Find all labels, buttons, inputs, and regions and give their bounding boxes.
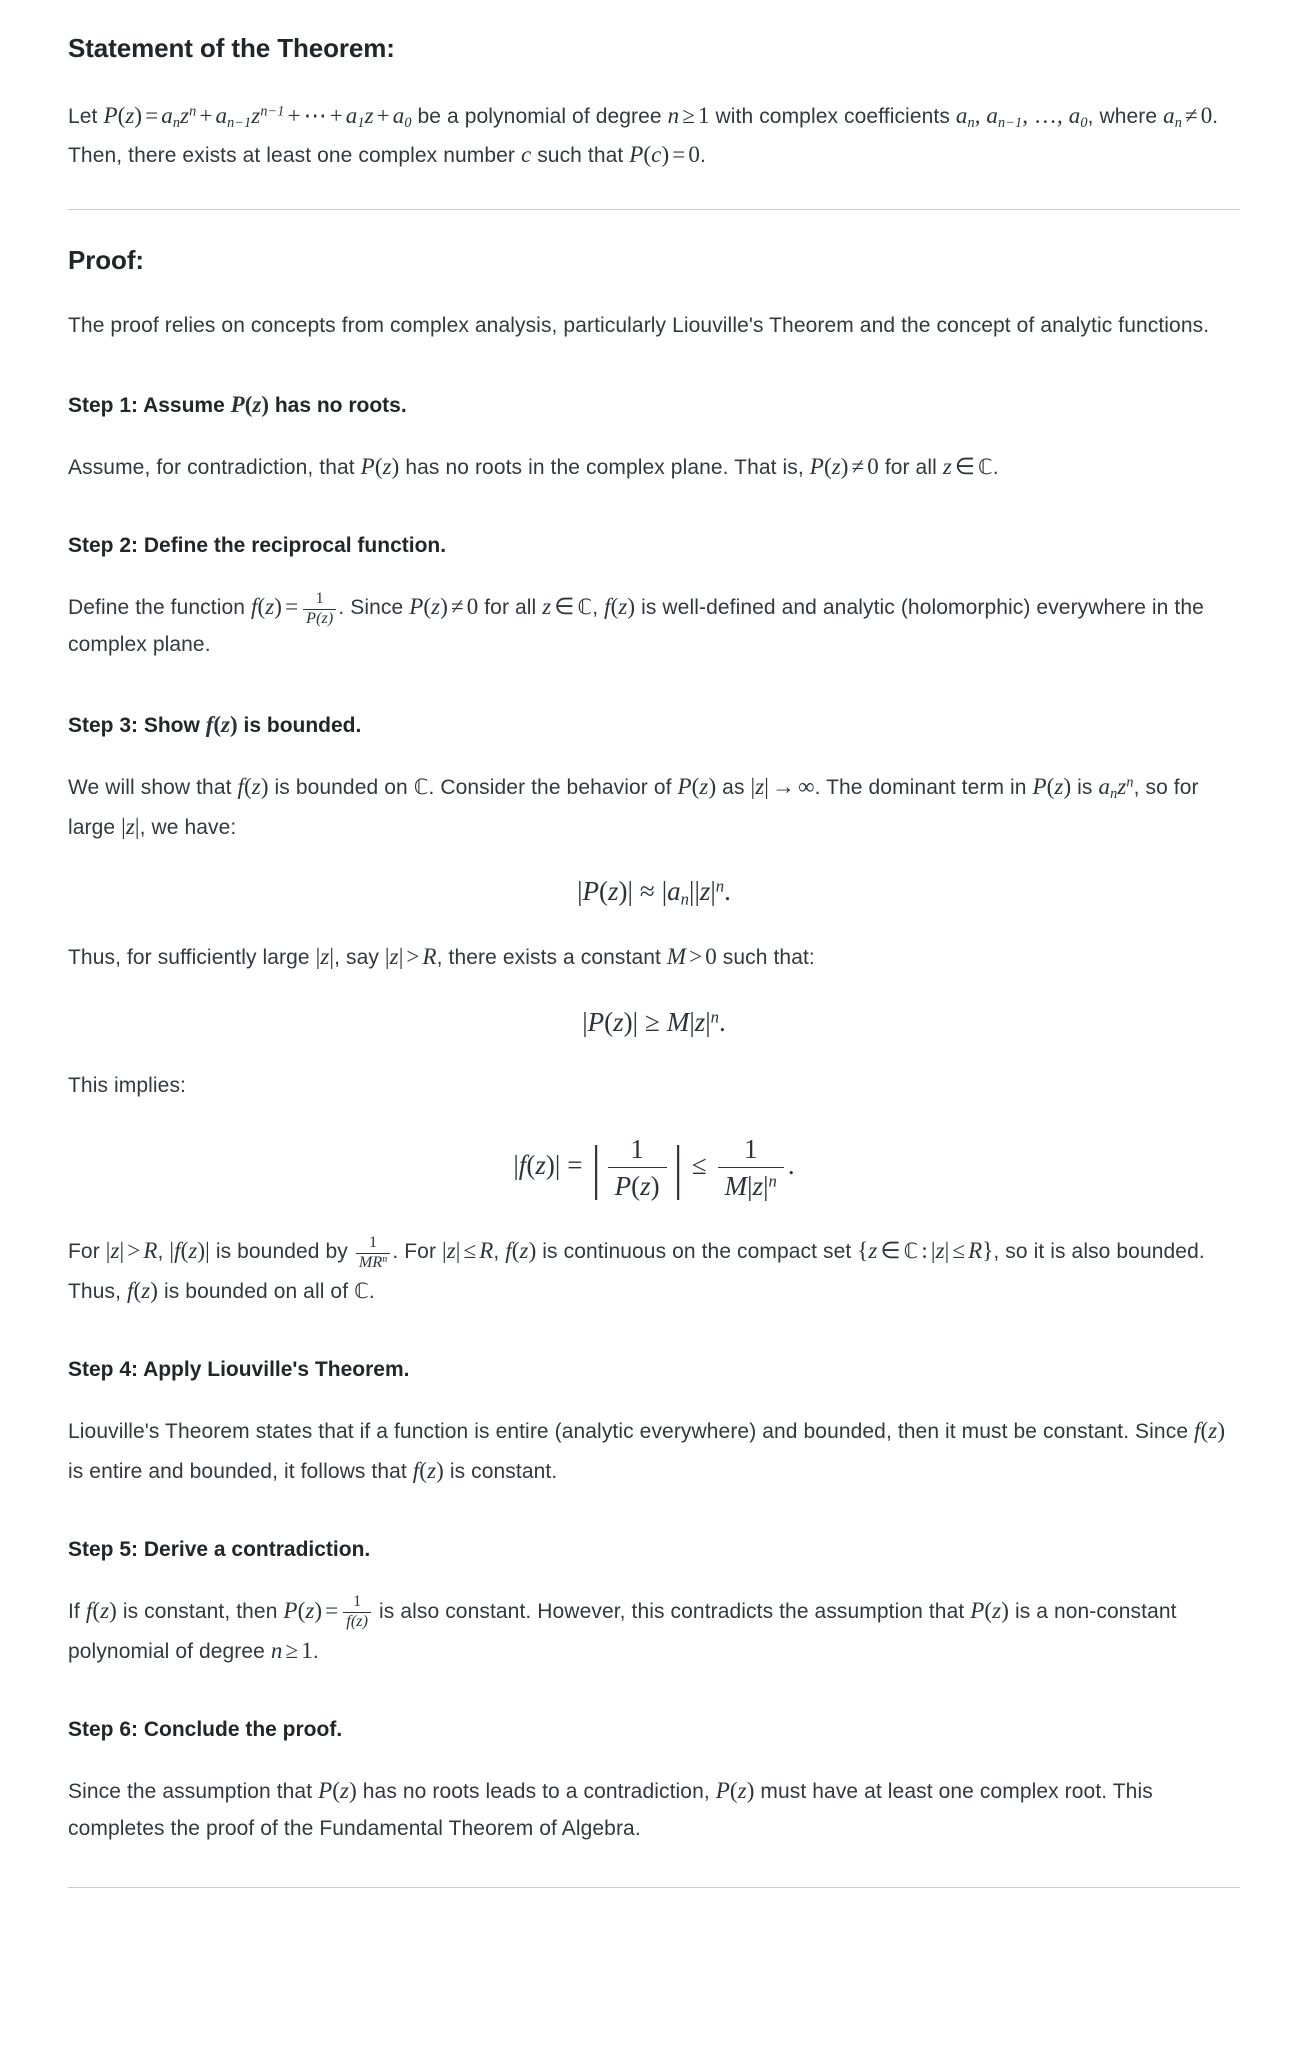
math-fz: f(z)	[412, 1458, 444, 1484]
step-6-paragraph: Since the assumption that P(z) has no roots leads to a contradiction, P(z) must have at least one complex root. This completes the proof of the Fundamental Theorem of Algebra.	[68, 1778, 1153, 1840]
math-Pz: P(z)	[230, 391, 269, 417]
statement-text-1: be a polynomial of degree	[417, 104, 662, 128]
math-Pc-zero: P(c) = 0	[629, 142, 700, 168]
math-absz-leq-R: |z| ≤ R	[442, 1238, 494, 1264]
math-n-geq-one: n ≥ 1	[270, 1638, 313, 1664]
proof-intro-paragraph: The proof relies on concepts from complex analysis, particularly Liouville's Theorem and the concept of analytic functions.	[68, 313, 1210, 337]
math-fz: f(z)	[205, 711, 238, 737]
math-Pz: P(z)	[360, 454, 400, 480]
step-5-heading: Step 5: Derive a contradiction.	[68, 1537, 371, 1561]
step-5-paragraph: If f(z) is constant, then P(z) = $\frac{1}{f(z)}$ is also constant. However, this contradicts the assumption that P(z) is a non-constant polynomial of degree n ≥ 1.	[68, 1593, 1177, 1664]
step-3-heading: Step 3: Show f(z) is bounded.	[68, 711, 362, 737]
divider-after-statement	[68, 209, 1240, 210]
left-big-bar: |	[592, 1133, 601, 1201]
math-fz: f(z)	[237, 774, 269, 800]
display-equation-2: $|P(z)| \ge M|z|^n$.	[582, 1006, 726, 1037]
step-3-paragraph-1: We will show that f(z) is bounded on ℂ. Consider the behavior of P(z) as |z| → ∞. The dominant term in P(z) is $a_nz^n$, so for large |z|, we have:	[68, 774, 1199, 839]
proof-heading: Proof:	[68, 244, 144, 275]
math-Pz: P(z)	[1032, 774, 1072, 800]
display-fraction-2: $\frac{1}{M|z|^n}$	[718, 1134, 784, 1201]
fraction-denominator: P(z)	[614, 1171, 660, 1201]
math-coefficient-list: $a_n$, $a_{n-1}$, …, $a_0$	[955, 102, 1088, 131]
math-Pz-neq-zero: P(z) ≠ 0	[409, 594, 479, 620]
math-an-nonzero: $a_n \ne 0$	[1163, 102, 1213, 131]
math-absz-gt-R: |z| > R	[384, 944, 437, 970]
math-z-in-C: z ∈ ℂ	[542, 594, 593, 620]
math-abs-z: |z|	[121, 813, 140, 839]
step-1-paragraph: Assume, for contradiction, that P(z) has no roots in the complex plane. That is, P(z) ≠ 0 for all z ∈ ℂ.	[68, 454, 999, 480]
math-Pz: P(z)	[318, 1778, 357, 1804]
math-degree-n: n ≥ 1	[667, 102, 710, 128]
step-2-paragraph: Define the function f(z) = $\frac{1}{P(z)}$ . Since P(z) ≠ 0 for all z ∈ ℂ, f(z) is well-defined and analytic (holomorphic) everywhere in the complex plane.	[68, 589, 1204, 657]
step-3-paragraph-4: For |z| > R, |f(z)| is bounded by $\frac{1}{MR^n}$ . For |z| ≤ R, f(z) is continuous on the compact set {z ∈ ℂ : |z| ≤ R}, so it is also bounded. Thus, f(z) is bounded on all of ℂ.	[68, 1233, 1205, 1304]
statement-text-4: . Then, there exists at least one complex number	[68, 104, 1219, 168]
math-C: ℂ	[413, 775, 429, 800]
math-fz: f(z)	[604, 594, 636, 620]
math-Pz: P(z)	[715, 1778, 755, 1804]
math-polynomial-definition: $P(z) = a_nz^n + a_{n-1}z^{n-1}$ + ⋯ + $a_1z + a_0$	[103, 102, 412, 131]
math-Pz: P(z)	[677, 774, 717, 800]
statement-comma: ,	[1087, 104, 1094, 128]
step-4-heading: Step 4: Apply Liouville's Theorem.	[68, 1358, 410, 1382]
step-3-paragraph-3: This implies:	[68, 1073, 186, 1097]
math-abs-z: |z|	[315, 944, 335, 970]
display-fraction-1: $\frac{1}{P(z)}$	[608, 1134, 667, 1201]
step-3-paragraph-2: Thus, for sufficiently large |z|, say |z| > R, there exists a constant M > 0 such that:	[68, 944, 815, 970]
statement-heading: Statement of the Theorem:	[68, 33, 395, 63]
divider-bottom	[68, 1887, 1240, 1888]
math-C: ℂ	[354, 1279, 369, 1304]
fraction-denominator: $MR^n$	[358, 1253, 388, 1271]
theorem-statement-paragraph	[68, 96, 1240, 175]
statement-text-5: such that	[537, 144, 624, 168]
math-Pz: P(z)	[970, 1598, 1009, 1623]
inline-fraction: $\frac{1}{MR^n}$	[356, 1235, 391, 1272]
inline-fraction: $\frac{1}{P(z)}$	[303, 591, 336, 628]
math-abs-fz: |f(z)|	[169, 1238, 210, 1264]
math-fz: f(z)	[505, 1238, 537, 1264]
statement-lead: Let	[68, 104, 98, 128]
math-Pz-equals-frac: P(z) = $\frac{1}{f(z)}$	[283, 1598, 373, 1623]
math-one-over-MRn	[354, 1233, 393, 1271]
statement-text-2: with complex coefficients	[715, 104, 950, 128]
display-equation-1: $|P(z)| \approx |a_n||z|^n$.	[577, 876, 731, 909]
math-absz-to-infinity: |z| → ∞	[750, 774, 815, 800]
math-z-in-C: z ∈ ℂ	[942, 454, 993, 480]
step-2-heading: Step 2: Define the reciprocal function.	[68, 533, 447, 557]
math-Pz-neq-zero: P(z) ≠ 0	[809, 454, 879, 480]
math-fz-equals-frac: f(z) = $\frac{1}{P(z)}$	[251, 594, 338, 619]
math-compact-set: {z ∈ ℂ : |z| ≤ R}	[857, 1238, 994, 1264]
math-fz: f(z)	[85, 1598, 117, 1623]
display-equation-3: |f(z)| = | $\frac{1}{P(z)}$ | ≤ $\frac{1}{M|z|^n}$ .	[513, 1133, 795, 1201]
step-6-heading: Step 6: Conclude the proof.	[68, 1717, 343, 1741]
statement-text-3: where	[1099, 104, 1158, 128]
step-1-heading: Step 1: Assume P(z) has no roots.	[68, 391, 407, 417]
math-c: c	[520, 142, 532, 168]
right-big-bar: |	[673, 1133, 683, 1201]
statement-period: .	[699, 144, 706, 168]
fraction-denominator: $M|z|^n$	[724, 1171, 777, 1201]
step-4-paragraph: Liouville's Theorem states that if a function is entire (analytic everywhere) and bounded, then it must be constant. Since f(z) is entire and bounded, it follows that f(z) is constant.	[68, 1418, 1226, 1484]
math-M-gt-zero: M > 0	[666, 944, 717, 970]
math-absz-gt-R: |z| > R	[105, 1238, 158, 1264]
inline-fraction: $\frac{1}{f(z)}$	[343, 1594, 371, 1631]
math-fz: f(z)	[1194, 1418, 1226, 1444]
math-fz: f(z)	[126, 1278, 159, 1304]
math-an-zn: $a_nz^n$	[1098, 774, 1134, 802]
